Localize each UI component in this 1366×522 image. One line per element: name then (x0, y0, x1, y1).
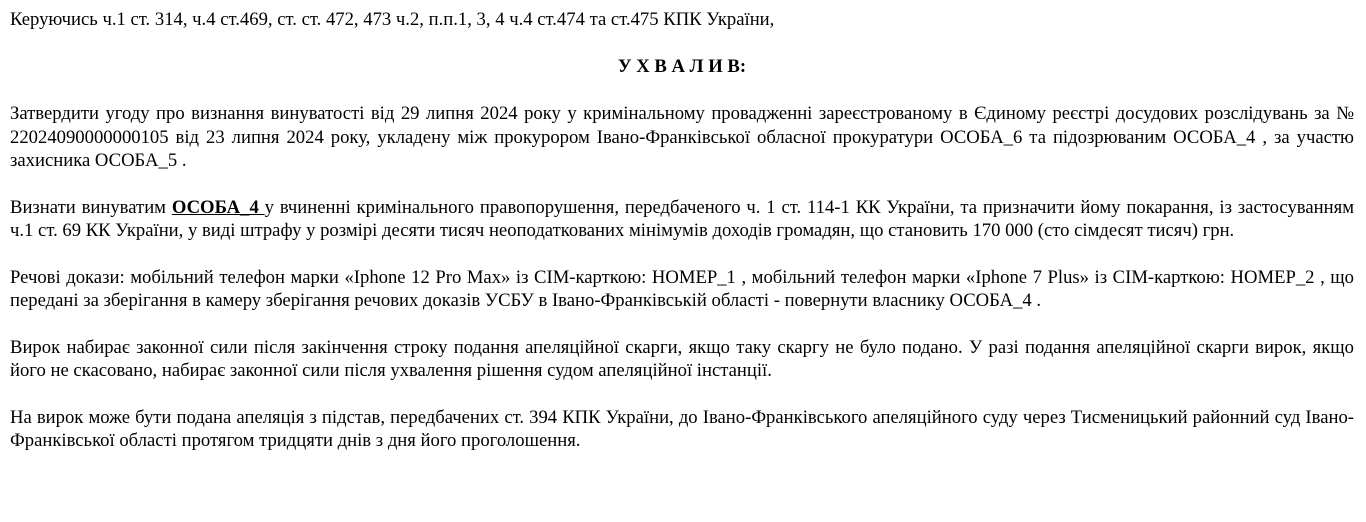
defendant-name: ОСОБА_4 (171, 196, 265, 218)
evidence-paragraph: Речові докази: мобільний телефон марки «Iphone 12 Pro Max» із СІМ-карткою: НОМЕР_1 , мобільний телефон марки «Iphone 7 Plus» із СІМ-карткою: НОМЕР_2 , що передані за зберігання в камеру зберігання речових доказів УСБУ в Івано-Франківській області - повернути власнику ОСОБА_4 . (10, 266, 1354, 311)
agreement-paragraph: Затвердити угоду про визнання винуватості від 29 липня 2024 року у кримінальному провадженні зареєстрованому в Єдиному реєстрі досудових розслідувань за № 22024090000000105 від 23 липня 2024 року, укладену між прокурором Івано-Франківської обласної прокуратури ОСОБА_6 та підозрюваним ОСОБА_4 , за участю захисника ОСОБА_5 . (10, 103, 1354, 171)
legal-force-paragraph: Вирок набирає законної сили після закінчення строку подання апеляційної скарги, якщо таку скаргу не було подано. У разі подання апеляційної скарги вирок, якщо його не скасовано, набирає законної сили після ухвалення рішення судом апеляційної інстанції. (10, 336, 1354, 381)
verdict-text-before: Визнати винуватим (10, 196, 172, 218)
appeal-paragraph: На вирок може бути подана апеляція з підстав, передбачених ст. 394 КПК України, до Івано-Франківського апеляційного суду через Тисменицький районний суд Івано-Франківської області протягом тридцяти днів з дня його проголошення. (10, 406, 1354, 451)
verdict-text-after: у вчиненні кримінального правопорушення, передбаченого ч. 1 ст. 114-1 КК України, та призначити йому покарання, із застосуванням ч.1 ст. 69 КК України, у виді штрафу у розмірі десяти тисяч неоподаткованих мінімумів доходів громадян, що становить 170 000 (сто сімдесят тисяч) грн. (10, 196, 1354, 241)
decision-title: У Х В А Л И В: (617, 55, 747, 77)
verdict-paragraph (10, 196, 1354, 243)
intro-paragraph: Керуючись ч.1 ст. 314, ч.4 ст.469, ст. ст. 472, 473 ч.2, п.п.1, 3, 4 ч.4 ст.474 та ст.475 КПК України, (10, 9, 775, 30)
